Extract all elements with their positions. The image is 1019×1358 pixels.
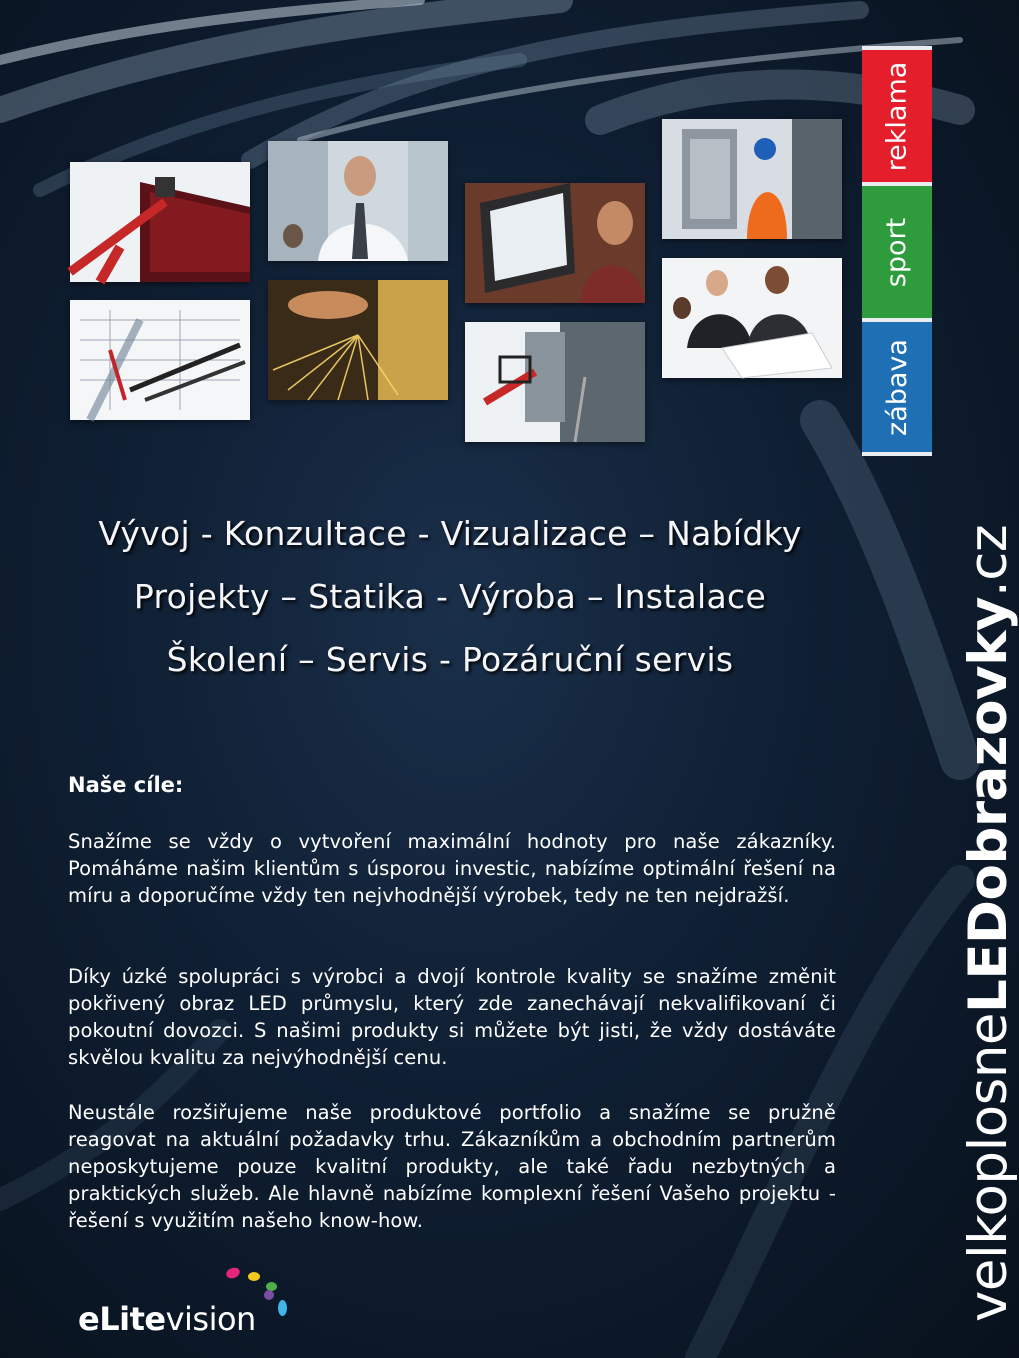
brand-part-obrazovky: obrazovky: [958, 597, 1019, 901]
photo-business-meeting: [662, 258, 842, 378]
photo-businessman-phone: [268, 141, 448, 261]
side-tab-reklama-label: reklama: [881, 61, 913, 171]
goals-paragraph-2: Díky úzké spolupráci s výrobci a dvojí kontrole kvality se snažíme změnit pokřivený obraz LED průmyslu, který zde zanechávají nekvalifikovaní či pokoutní dovozci. S našimi produkty si můžete být jisti, že vždy dostáváte skvělou kvalitu za nejvýhodnější cenu.: [68, 965, 836, 1069]
photo-aerial-lift-installation: [465, 322, 645, 442]
photo-maintenance-worker: [662, 119, 842, 239]
logo-dot-purple: [264, 1290, 274, 1300]
photo-touchscreen-kiosk: [465, 183, 645, 303]
photo-metal-grinding: [268, 280, 448, 400]
goals-paragraph-1: Snažíme se vždy o vytvoření maximální hodnoty pro naše zákazníky. Pomáháme našim klientům s úsporou investic, nabízíme optimální řešení na míru a doporučíme vždy ten nejvhodnější výrobek, tedy ne ten nejdražší.: [68, 830, 836, 907]
side-tab-reklama: [862, 50, 932, 182]
headline-line-3: Školení – Servis - Pozáruční servis: [166, 640, 734, 679]
logo-lite: Lite: [99, 1300, 166, 1338]
brand-domain-vertical: [958, 525, 1019, 1322]
headline-line-2: Projekty – Statika - Výroba – Instalace: [133, 577, 767, 616]
logo-wordmark: [78, 1300, 256, 1338]
photo-technical-drawings: [70, 300, 250, 420]
headline-line-1: Vývoj - Konzultace - Vizualizace – Nabídky: [98, 514, 802, 553]
logo-e: e: [78, 1300, 100, 1338]
logo-dot-blue: [278, 1300, 287, 1316]
goals-heading: Naše cíle:: [68, 773, 184, 797]
logo-dot-yellow: [248, 1272, 260, 1281]
logo-vision: vision: [165, 1300, 256, 1338]
logo-dot-red: [225, 1266, 242, 1280]
side-tab-zabava-label: zábava: [881, 338, 913, 436]
side-tab-zabava: [862, 322, 932, 452]
side-tab-sport-label: sport: [881, 217, 913, 287]
brand-part-velkoplosne: velkoplosne: [958, 1012, 1019, 1322]
brand-part-led: LED: [958, 900, 1019, 1013]
side-tab-sport: [862, 186, 932, 318]
brand-part-cz: .cz: [958, 524, 1019, 598]
photo-led-screen-installation: [70, 162, 250, 282]
goals-paragraph-3: Neustále rozšiřujeme naše produktové portfolio a snažíme se pružně reagovat na aktuální požadavky trhu. Zákazníkům a obchodním partnerům neposkytujeme pouze kvalitní produkty, ale také řadu nezbytných a praktických služeb. Ale hlavně nabízíme komplexní řešení Vašeho projektu - řešení s využitím našeho know-how.: [68, 1101, 836, 1232]
elitevision-logo: [78, 1268, 298, 1348]
